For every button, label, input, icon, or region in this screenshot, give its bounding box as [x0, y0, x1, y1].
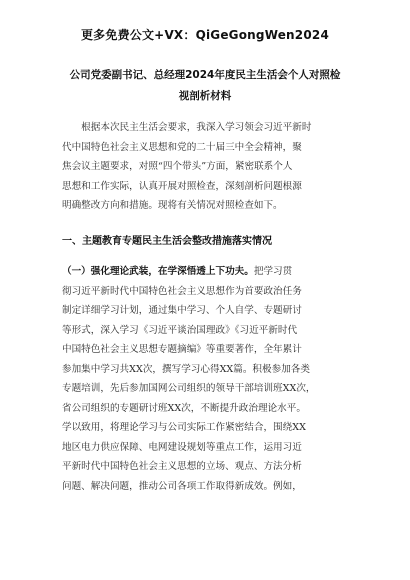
intro-line: 思想和工作实际，认真开展对照检查，深刻剖析问题根源 — [62, 180, 302, 192]
document-title-line-2: 视剖析材料 — [178, 90, 232, 102]
body-line: 平新时代中国特色社会主义思想的立场、观点、方法分析 — [62, 461, 302, 472]
subsection-1-heading: （一）强化理论武装，在学深悟透上下功夫。 — [62, 266, 254, 277]
body-line: 参加集中学习共XX次，撰写学习心得XX篇。积极参加各类 — [62, 363, 310, 375]
body-line: 中国特色社会主义思想专题摘编》等重要著作，全年累计 — [62, 344, 302, 355]
intro-paragraph — [62, 118, 348, 216]
intro-line: 焦会议主题要求，对照“四个带头”方面，紧密联系个人 — [62, 161, 293, 172]
subsection-1-first-line — [62, 262, 348, 282]
body-line: 彻习近平新时代中国特色社会主义思想作为首要政治任务 — [62, 285, 302, 297]
intro-line: 根据本次民主生活会要求，我深入学习领会习近平新时 — [62, 122, 312, 133]
subsection-1-first-tail: 把学习贯 — [253, 266, 293, 277]
body-line: 制定详细学习计划，通过集中学习、个人自学、专题研讨 — [62, 305, 302, 316]
body-line: 省公司组织的专题研讨班XX次，不断提升政治理论水平。 — [62, 402, 306, 414]
subsection-1-paragraph — [62, 262, 348, 496]
document-title-line-1: 公司党委副书记、总经理2024年度民主生活会个人对照检 — [69, 69, 341, 81]
body-line: 问题、解决问题，推动公司各项工作取得新成效。例如， — [62, 480, 302, 492]
body-line: 等形式，深入学习《习近平谈治国理政》《习近平新时代 — [62, 324, 298, 336]
intro-line: 明确整改方向和措施。现将有关情况对照检查如下。 — [62, 200, 283, 211]
promo-header: 更多免费公文+VX：QiGeGongWen2024 — [80, 28, 329, 42]
body-line: 专题培训，先后参加国网公司组织的领导干部培训班XX次， — [62, 383, 316, 394]
section-heading-1: 一、主题教育专题民主生活会整改措施落实情况 — [62, 236, 272, 247]
body-line: 学以致用，将理论学习与公司实际工作紧密结合，围绕XX — [62, 422, 306, 433]
intro-line: 代中国特色社会主义思想和党的二十届三中全会精神，聚 — [62, 141, 302, 153]
body-line: 地区电力供应保障、电网建设规划等重点工作，运用习近 — [62, 441, 302, 453]
